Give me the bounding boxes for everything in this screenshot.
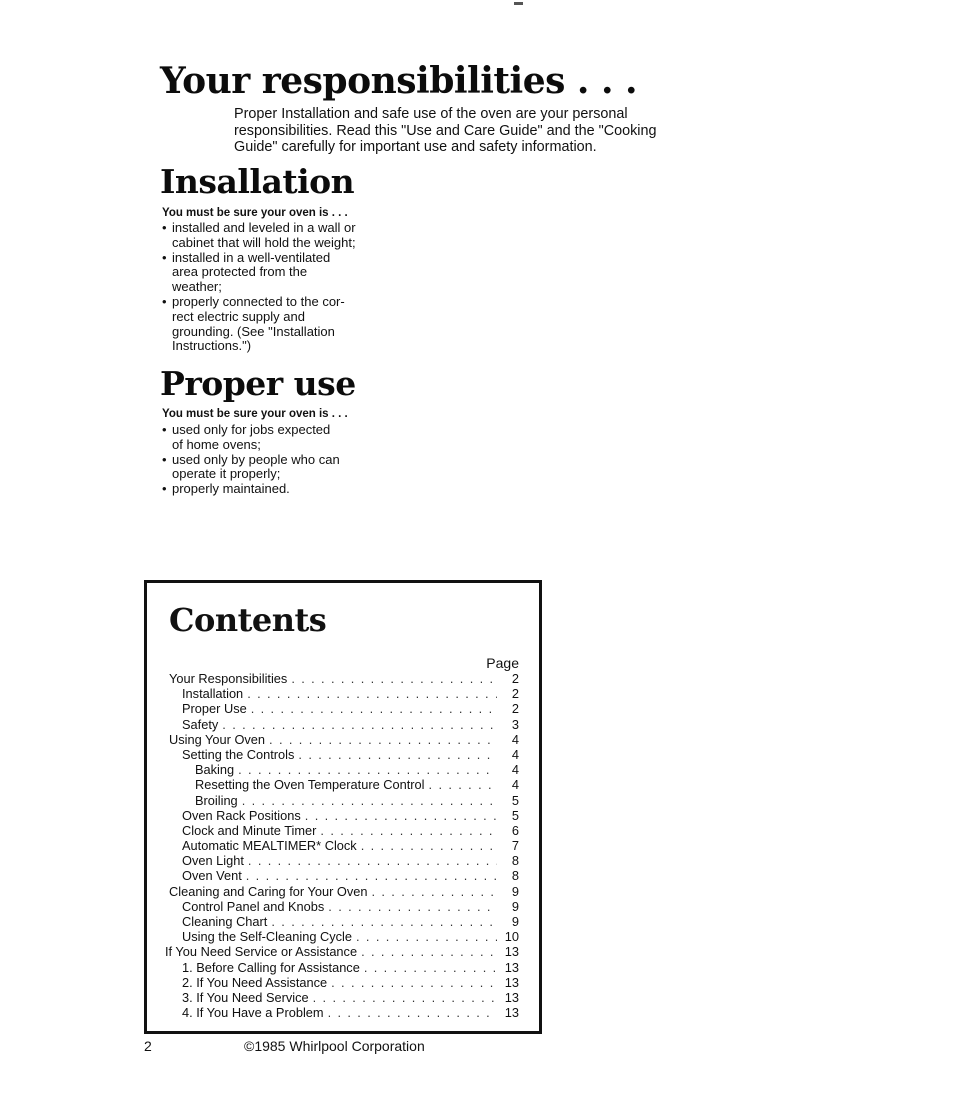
list-item — [162, 221, 356, 251]
toc-entry — [169, 732, 519, 747]
toc-entry-label: Resetting the Oven Temperature Control — [195, 777, 425, 793]
toc-leader-dots — [313, 990, 497, 1005]
toc-entry — [169, 747, 519, 762]
toc-leader-dots — [331, 975, 497, 990]
toc-entry-page: 9 — [511, 883, 519, 899]
list-item — [162, 453, 340, 483]
toc-leader-dots — [328, 899, 497, 914]
list-item-line: grounding. (See "Installation — [172, 323, 335, 339]
toc-entry — [169, 868, 519, 883]
list-item — [162, 295, 356, 354]
list-item-line: • installed and leveled in a wall or — [172, 220, 356, 235]
toc-entry-page: 7 — [511, 838, 519, 854]
toc-leader-dots — [247, 686, 497, 701]
list-item-line: Instructions.") — [172, 338, 252, 354]
toc-leader-dots — [320, 823, 497, 838]
toc-leader-dots — [361, 838, 497, 853]
toc-entry-page: 4 — [511, 777, 519, 793]
proper-use-subtitle: You must be sure your oven is . . . — [162, 408, 348, 420]
toc-entry-label: Oven Vent — [182, 868, 242, 884]
page-number: 2 — [144, 1038, 152, 1054]
toc-entry-label: Setting the Controls — [182, 746, 295, 762]
toc-entry-page: 9 — [511, 898, 519, 914]
toc-entry — [169, 777, 519, 792]
installation-heading: Insallation — [160, 162, 355, 201]
toc-entry — [169, 762, 519, 777]
toc-entry-page: 4 — [511, 746, 519, 762]
toc-entry — [169, 808, 519, 823]
toc-leader-dots — [222, 717, 497, 732]
intro-line: Proper Installation and safe use of the oven are your personal — [234, 106, 628, 122]
toc-leader-dots — [429, 777, 497, 792]
list-item-line: cabinet that will hold the weight; — [172, 234, 356, 250]
toc-leader-dots — [328, 1005, 497, 1020]
toc-entry-label: 3. If You Need Service — [182, 989, 309, 1005]
responsibilities-intro — [234, 106, 724, 156]
toc-entry-page: 13 — [504, 944, 519, 960]
toc-leader-dots — [305, 808, 497, 823]
installation-subtitle: You must be sure your oven is . . . — [162, 207, 348, 219]
list-item-line: rect electric supply and — [172, 308, 305, 324]
toc-entry — [169, 884, 519, 899]
toc-entry-page: 6 — [511, 822, 519, 838]
toc-entry-label: Clock and Minute Timer — [182, 822, 317, 838]
toc-entry-page: 2 — [511, 671, 519, 686]
toc-entry-label: Safety — [182, 716, 219, 732]
contents-box — [144, 580, 542, 1034]
toc-entry-page: 8 — [511, 868, 519, 884]
proper-use-heading: Proper use — [160, 364, 356, 403]
intro-line: responsibilities. Read this "Use and Care Guide" and the "Cooking — [234, 122, 657, 139]
toc-entry-page: 13 — [504, 959, 519, 975]
toc-entry — [169, 686, 519, 701]
toc-entry — [165, 944, 519, 959]
list-item-line: weather; — [172, 279, 222, 295]
scan-mark — [514, 2, 523, 5]
toc-entry-label: Installation — [182, 686, 244, 702]
toc-leader-dots — [356, 929, 497, 944]
table-of-contents — [165, 671, 519, 1021]
toc-leader-dots — [298, 747, 497, 762]
toc-entry — [169, 671, 519, 686]
contents-heading: Contents — [169, 601, 327, 639]
toc-entry — [169, 853, 519, 868]
toc-leader-dots — [238, 762, 497, 777]
toc-entry — [169, 823, 519, 838]
toc-entry — [169, 975, 519, 990]
toc-entry-page: 4 — [511, 762, 519, 778]
toc-entry-label: Control Panel and Knobs — [182, 898, 325, 914]
toc-entry-page: 10 — [504, 929, 519, 945]
toc-entry-page: 2 — [511, 686, 519, 702]
toc-entry — [169, 793, 519, 808]
toc-leader-dots — [361, 944, 497, 959]
toc-entry-label: Using the Self-Cleaning Cycle — [182, 929, 352, 945]
toc-leader-dots — [248, 853, 497, 868]
toc-leader-dots — [251, 701, 497, 716]
toc-leader-dots — [371, 884, 497, 899]
toc-entry — [169, 929, 519, 944]
toc-entry — [169, 960, 519, 975]
copyright-notice: ©1985 Whirlpool Corporation — [244, 1038, 425, 1054]
list-item — [162, 251, 356, 295]
toc-entry-page: 2 — [511, 701, 519, 717]
list-item-line: • installed in a well-ventilated — [172, 249, 331, 265]
toc-entry-label: Oven Light — [182, 853, 244, 869]
toc-entry-page: 5 — [511, 807, 519, 823]
responsibilities-heading: Your responsibilities . . . — [160, 60, 638, 102]
list-item-line: of home ovens; — [172, 436, 261, 452]
list-item — [162, 482, 340, 497]
list-item-line: • properly connected to the cor- — [172, 293, 345, 309]
list-item-line: • used only by people who can — [172, 451, 340, 467]
installation-list — [162, 221, 356, 354]
toc-leader-dots — [271, 914, 497, 929]
toc-entry-page: 13 — [504, 974, 519, 990]
toc-entry-label: Proper Use — [182, 701, 247, 717]
list-item-line: area protected from the — [172, 264, 308, 280]
list-item-line: • used only for jobs expected — [172, 422, 331, 437]
toc-entry-label: Baking — [195, 762, 235, 778]
toc-entry — [169, 1005, 519, 1020]
toc-leader-dots — [291, 671, 497, 686]
toc-leader-dots — [364, 960, 497, 975]
page-column-label: Page — [486, 655, 519, 671]
toc-entry — [169, 838, 519, 853]
toc-entry-label: Cleaning Chart — [182, 914, 268, 929]
toc-entry-page: 3 — [511, 716, 519, 732]
proper-use-list — [162, 423, 340, 497]
toc-leader-dots — [242, 793, 497, 808]
list-item-line: operate it properly; — [172, 466, 281, 482]
toc-entry-page: 9 — [511, 914, 519, 929]
toc-entry-label: Broiling — [195, 792, 238, 808]
toc-entry — [169, 990, 519, 1005]
toc-entry-label: 2. If You Need Assistance — [182, 974, 328, 990]
toc-entry-label: 4. If You Have a Problem — [182, 1005, 324, 1021]
toc-entry-label: Cleaning and Caring for Your Oven — [169, 883, 368, 899]
toc-entry-label: 1. Before Calling for Assistance — [182, 959, 360, 975]
toc-entry-label: Using Your Oven — [169, 731, 266, 747]
toc-entry-page: 4 — [511, 731, 519, 747]
toc-entry — [169, 717, 519, 732]
intro-line: Guide" carefully for important use and safety information. — [234, 139, 597, 155]
toc-entry-label: If You Need Service or Assistance — [165, 944, 358, 960]
toc-entry — [169, 899, 519, 914]
toc-entry-page: 8 — [511, 853, 519, 869]
toc-entry-page: 13 — [504, 1005, 519, 1021]
toc-leader-dots — [246, 868, 497, 883]
toc-entry-page: 5 — [511, 792, 519, 808]
toc-entry-page: 13 — [504, 989, 519, 1005]
toc-entry — [169, 701, 519, 716]
toc-entry-label: Oven Rack Positions — [182, 807, 301, 823]
toc-entry-label: Your Responsibilities — [169, 671, 288, 686]
list-item — [162, 423, 340, 453]
toc-leader-dots — [269, 732, 497, 747]
list-item-line: • properly maintained. — [172, 481, 290, 497]
toc-entry — [169, 914, 519, 929]
toc-entry-label: Automatic MEALTIMER* Clock — [182, 838, 357, 854]
